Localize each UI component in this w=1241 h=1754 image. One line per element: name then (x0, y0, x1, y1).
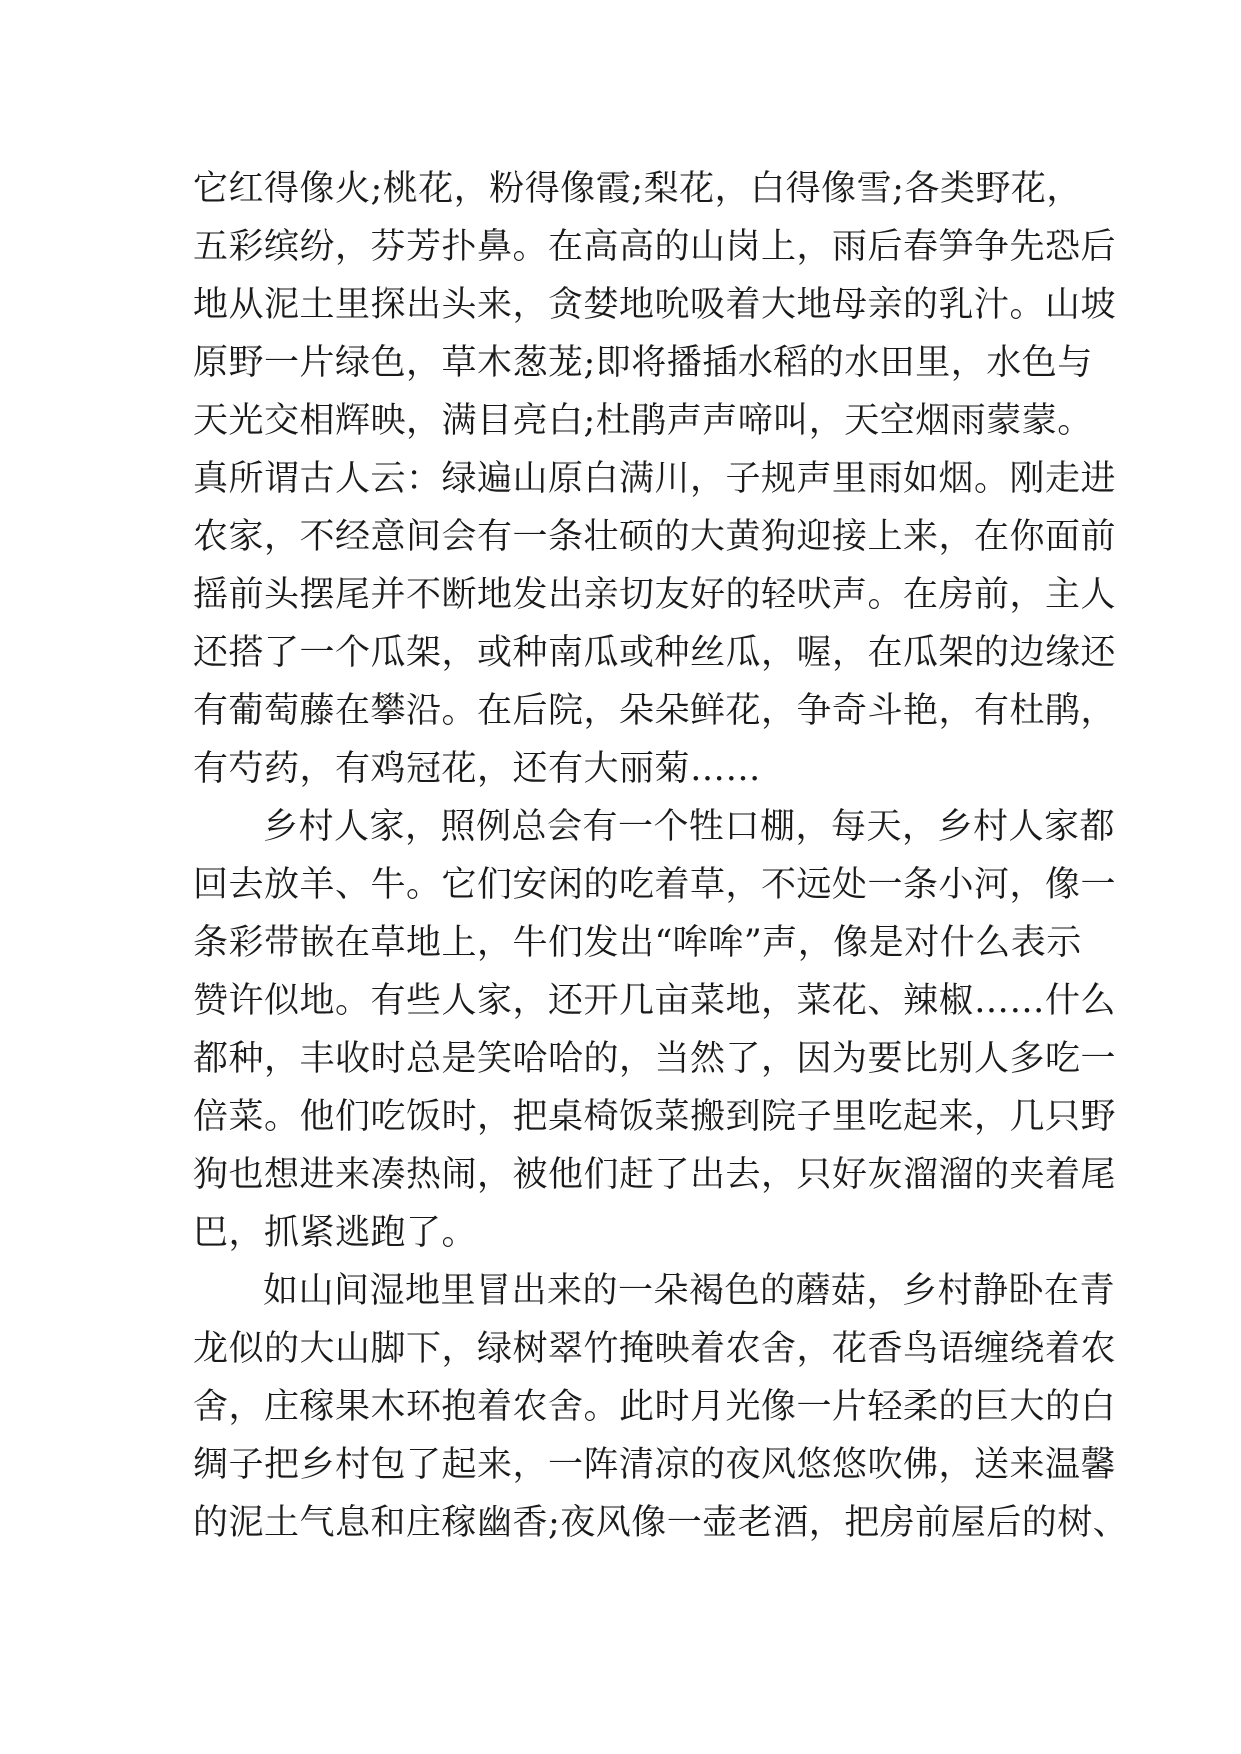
text-line: 条彩带嵌在草地上，牛们发出“哞哞”声，像是对什么表示 (193, 923, 1082, 963)
paragraph-start-line: 如山间湿地里冒出来的一朵褐色的蘑菇，乡村静卧在青 (263, 1271, 1116, 1311)
text-line: 都种，丰收时总是笑哈哈的，当然了，因为要比别人多吃一 (193, 1039, 1117, 1079)
text-line: 真所谓古人云：绿遍山原白满川，子规声里雨如烟。刚走进 (193, 459, 1117, 499)
text-line: 原野一片绿色，草木葱茏;即将播插水稻的水田里，水色与 (193, 343, 1093, 383)
text-line: 的泥土气息和庄稼幽香;夜风像一壶老酒，把房前屋后的树、 (193, 1503, 1129, 1543)
text-line: 农家，不经意间会有一条壮硕的大黄狗迎接上来，在你面前 (193, 517, 1117, 557)
text-line: 巴，抓紧逃跑了。 (193, 1213, 478, 1253)
text-line: 它红得像火;桃花，粉得像霞;梨花，白得像雪;各类野花， (193, 169, 1082, 209)
text-line: 龙似的大山脚下，绿树翠竹掩映着农舍，花香鸟语缠绕着农 (193, 1329, 1117, 1369)
text-line: 五彩缤纷，芬芳扑鼻。在高高的山岗上，雨后春笋争先恐后 (193, 227, 1117, 267)
text-line: 还搭了一个瓜架，或种南瓜或种丝瓜，喔，在瓜架的边缘还 (193, 633, 1117, 673)
paragraph-start-line: 乡村人家，照例总会有一个牲口棚，每天，乡村人家都 (263, 807, 1116, 847)
text-line: 地从泥土里探出头来，贪婪地吮吸着大地母亲的乳汁。山坡 (193, 285, 1117, 325)
text-line: 有芍药，有鸡冠花，还有大丽菊…… (193, 749, 762, 789)
text-line: 天光交相辉映，满目亮白;杜鹃声声啼叫，天空烟雨蒙蒙。 (193, 401, 1093, 441)
text-line: 摇前头摆尾并不断地发出亲切友好的轻吠声。在房前，主人 (193, 575, 1117, 615)
text-line: 倍菜。他们吃饭时，把桌椅饭菜搬到院子里吃起来，几只野 (193, 1097, 1117, 1137)
text-line: 舍，庄稼果木环抱着农舍。此时月光像一片轻柔的巨大的白 (193, 1387, 1117, 1427)
text-line: 回去放羊、牛。它们安闲的吃着草，不远处一条小河，像一 (193, 865, 1117, 905)
text-line: 绸子把乡村包了起来，一阵清凉的夜风悠悠吹佛，送来温馨 (193, 1445, 1117, 1485)
text-line: 有葡萄藤在攀沿。在后院，朵朵鲜花，争奇斗艳，有杜鹃， (193, 691, 1117, 731)
text-line: 狗也想进来凑热闹，被他们赶了出去，只好灰溜溜的夹着尾 (193, 1155, 1117, 1195)
text-line: 赞许似地。有些人家，还开几亩菜地，菜花、辣椒……什么 (193, 981, 1117, 1021)
body-text (193, 160, 1129, 1552)
